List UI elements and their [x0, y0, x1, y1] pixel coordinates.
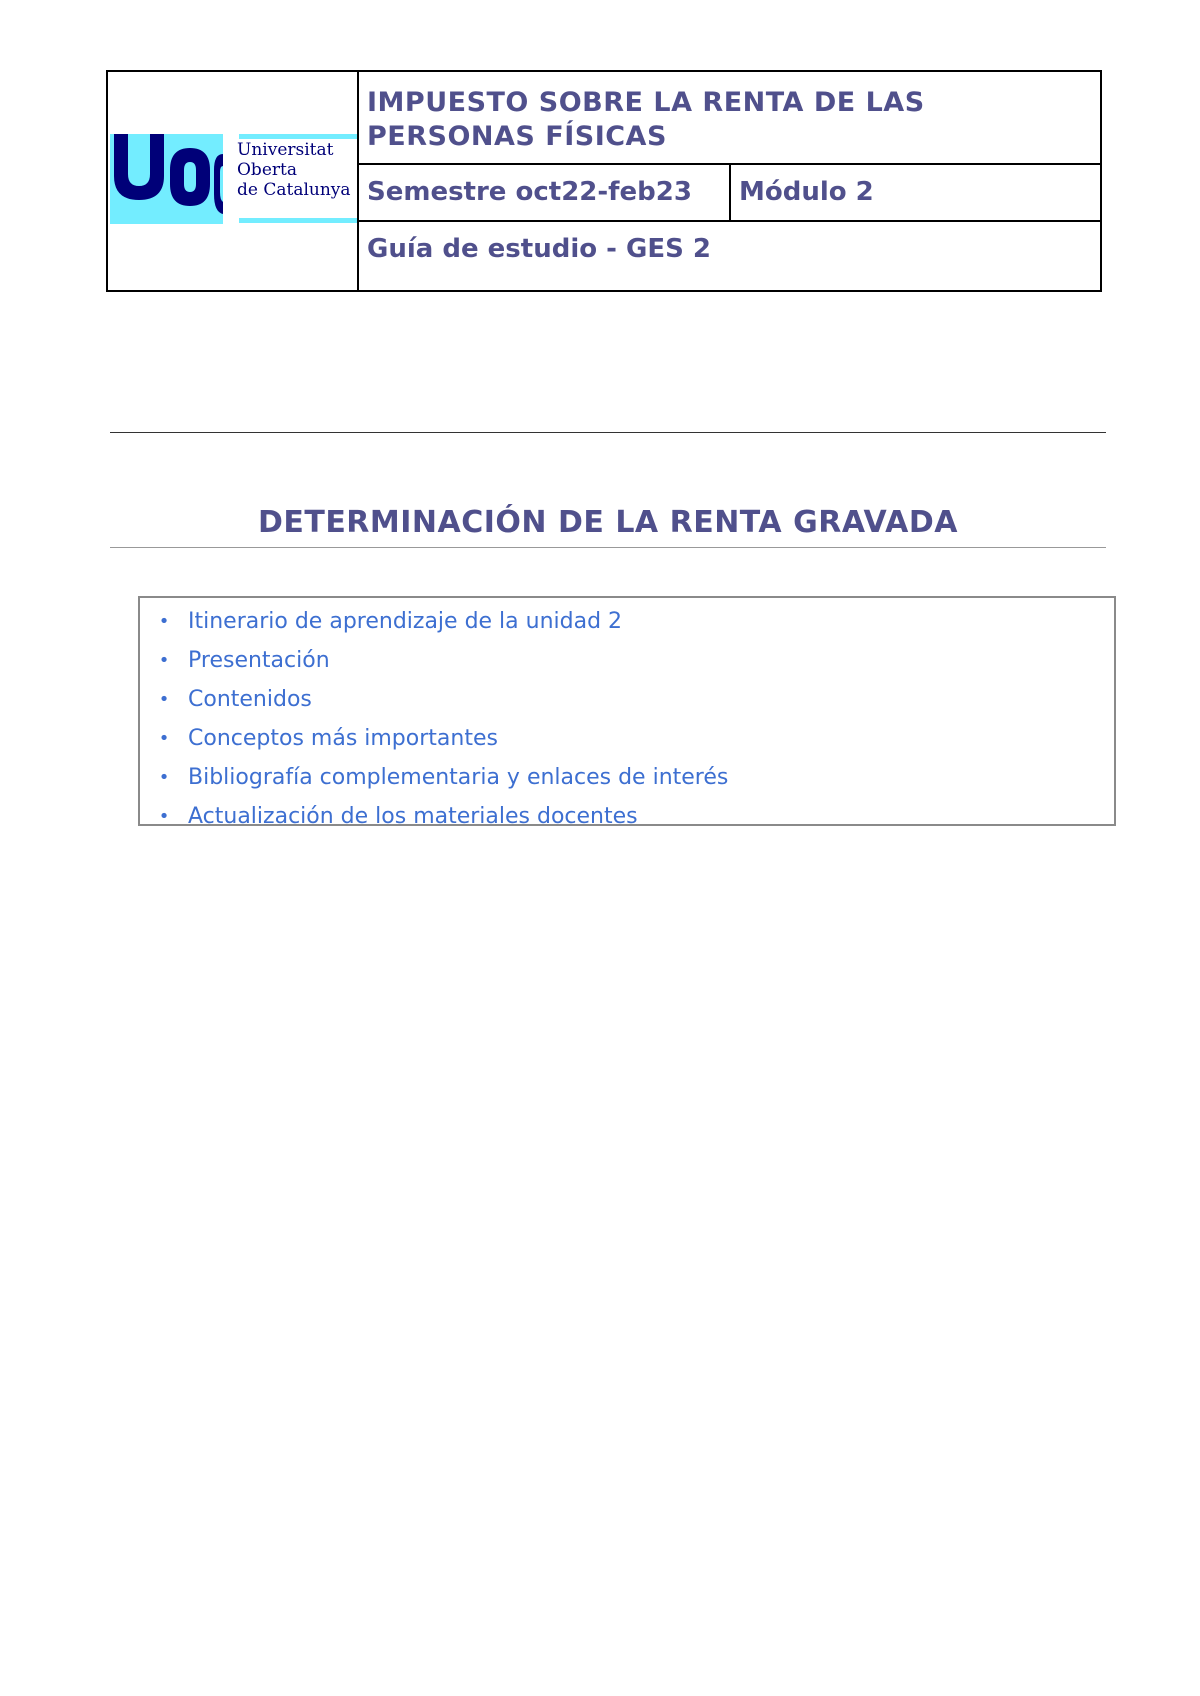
uoc-letters-icon — [110, 134, 223, 224]
divider-title — [110, 547, 1106, 548]
header-table — [106, 70, 1102, 292]
toc-item-bibliografia[interactable] — [140, 758, 1114, 797]
table-of-contents — [138, 596, 1116, 829]
semester-label: Semestre oct22-feb23 — [359, 165, 731, 220]
uoc-logo-mark — [110, 134, 223, 224]
bullet-icon: • — [158, 611, 170, 632]
toc-item-actualizacion[interactable] — [140, 797, 1114, 836]
toc-item-presentacion[interactable] — [140, 641, 1114, 680]
toc-link[interactable]: Presentación — [188, 648, 330, 673]
module-label: Módulo 2 — [739, 177, 874, 207]
logo-cell — [108, 72, 359, 290]
semester-row — [359, 165, 1100, 222]
logo-wordmark — [237, 140, 351, 200]
bullet-icon: • — [158, 806, 170, 827]
logo-line1: Universitat — [237, 140, 334, 160]
bullet-icon: • — [158, 689, 170, 710]
bullet-icon: • — [158, 767, 170, 788]
toc-item-conceptos[interactable] — [140, 719, 1114, 758]
toc-link[interactable]: Conceptos más importantes — [188, 726, 498, 751]
header-info — [359, 72, 1100, 290]
toc-link[interactable]: Contenidos — [188, 687, 312, 712]
divider-top — [110, 432, 1106, 433]
toc-item-itinerario[interactable] — [140, 602, 1114, 641]
bullet-icon: • — [158, 728, 170, 749]
course-title: IMPUESTO SOBRE LA RENTA DE LAS PERSONAS FÍSICAS — [359, 72, 1100, 165]
toc-item-contenidos[interactable] — [140, 680, 1114, 719]
guide-label: Guía de estudio - GES 2 — [367, 234, 711, 264]
logo-line-top — [239, 134, 357, 139]
toc-list — [140, 598, 1114, 836]
logo-line2: Oberta — [237, 160, 297, 180]
bullet-icon: • — [158, 650, 170, 671]
logo-line3: de Catalunya — [237, 180, 351, 200]
page-title: DETERMINACIÓN DE LA RENTA GRAVADA — [257, 505, 959, 540]
toc-link[interactable]: Bibliografía complementaria y enlaces de interés — [188, 765, 729, 790]
toc-link[interactable]: Actualización de los materiales docentes — [188, 804, 638, 829]
toc-link[interactable]: Itinerario de aprendizaje de la unidad 2 — [188, 609, 623, 634]
logo-line-bottom — [239, 218, 357, 223]
